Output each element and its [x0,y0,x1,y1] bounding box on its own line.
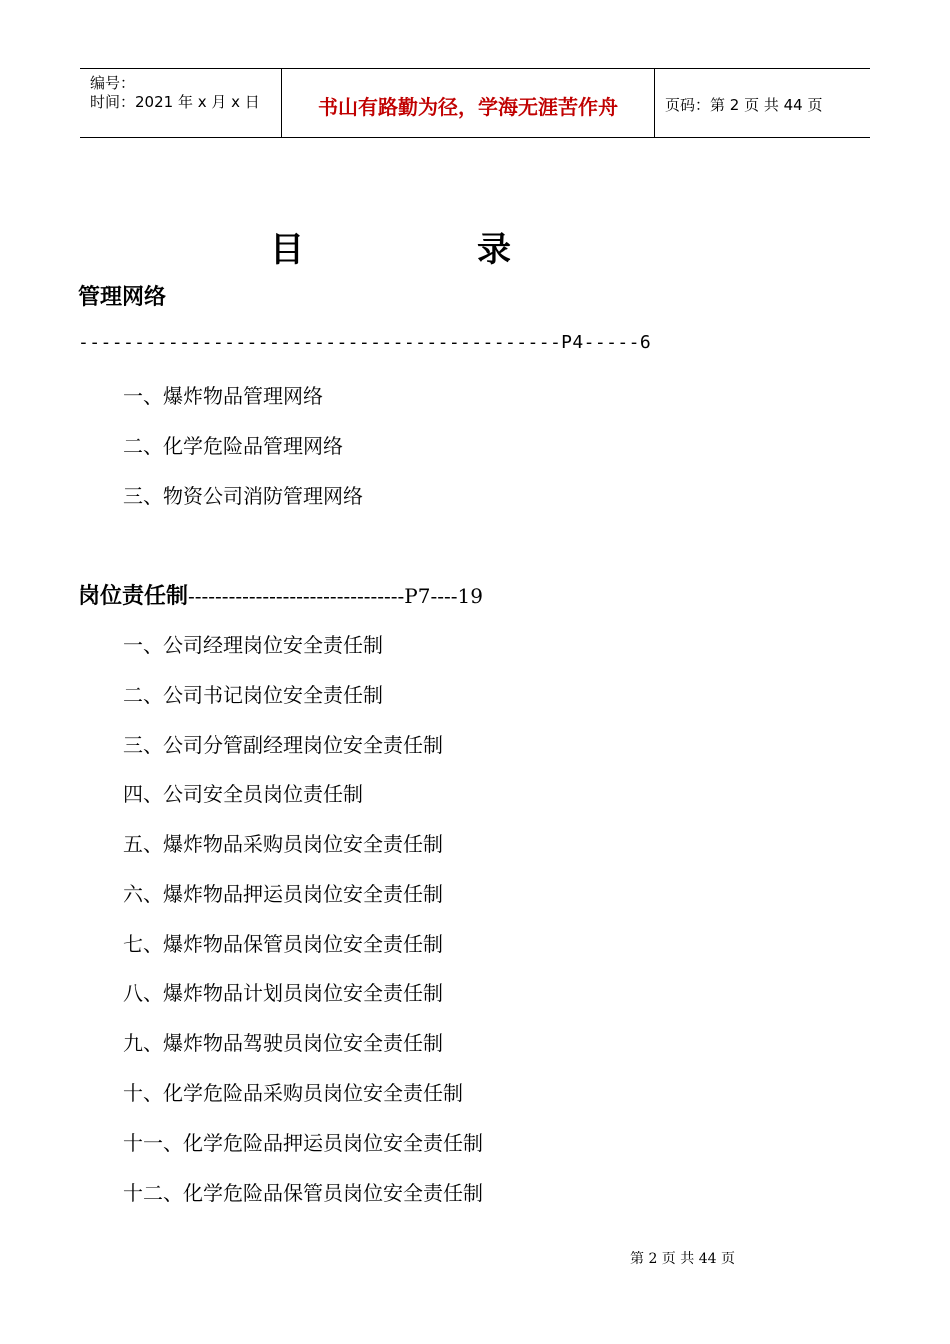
toc-item: 七、爆炸物品保管员岗位安全责任制 [123,932,443,956]
section-leader-responsibility: --------------------------------P7----19 [188,584,483,608]
time-label: 时间：2021 年 x 月 x 日 [90,93,260,111]
toc-item: 十、化学危险品采购员岗位安全责任制 [123,1081,463,1105]
toc-item: 六、爆炸物品押运员岗位安全责任制 [123,882,443,906]
header-info-cell [80,69,282,137]
section-heading-responsibility: 岗位责任制 [78,584,189,609]
page-footer: 第 2 页 共 44 页 [630,1251,735,1267]
toc-item: 二、公司书记岗位安全责任制 [123,683,383,707]
toc-item: 十二、化学危险品保管员岗位安全责任制 [123,1181,483,1205]
toc-item: 十一、化学危险品押运员岗位安全责任制 [123,1131,483,1155]
toc-item: 一、爆炸物品管理网络 [123,384,323,408]
page-info: 页码：第 2 页 共 44 页 [665,96,823,114]
header-motto-cell [282,69,655,137]
section-heading-management-network: 管理网络 [78,285,167,310]
toc-item: 九、爆炸物品驾驶员岗位安全责任制 [123,1031,443,1055]
section-heading-row-responsibility [78,579,483,610]
section-leader-management-network: -------------------------------------------P4-----6 [78,332,652,353]
toc-item: 四、公司安全员岗位责任制 [123,782,363,806]
serial-number-label: 编号： [90,74,136,92]
toc-item: 三、物资公司消防管理网络 [123,484,363,508]
toc-title-char-2: 录 [477,230,511,270]
document-header [80,68,870,138]
header-page-cell [655,69,870,137]
toc-item: 八、爆炸物品计划员岗位安全责任制 [123,981,443,1005]
toc-item: 二、化学危险品管理网络 [123,434,343,458]
toc-title-char-1: 目 [270,230,304,270]
toc-item: 五、爆炸物品采购员岗位安全责任制 [123,832,443,856]
toc-item: 一、公司经理岗位安全责任制 [123,633,383,657]
motto-text: 书山有路勤为径，学海无涯苦作舟 [318,95,618,119]
toc-item: 三、公司分管副经理岗位安全责任制 [123,733,443,757]
